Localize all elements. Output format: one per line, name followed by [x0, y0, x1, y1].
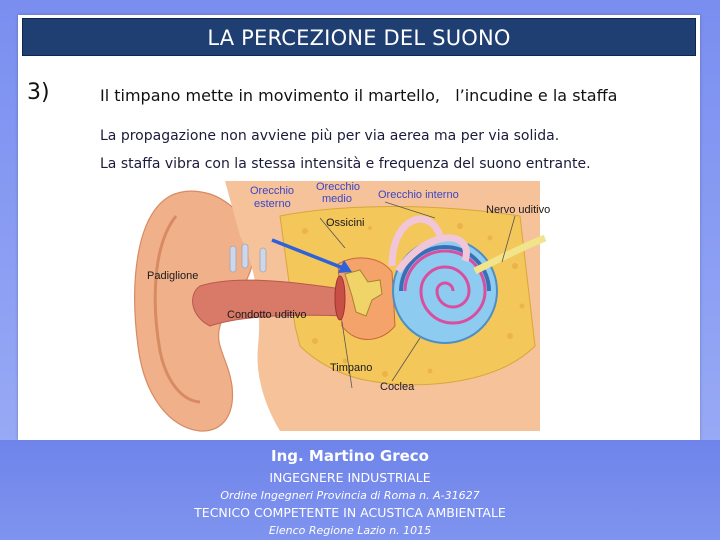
label-eardrum: Timpano [330, 362, 373, 374]
author-role: INGEGNERE INDUSTRIALE [269, 470, 431, 485]
label-middle-ear-1: Orecchio [316, 181, 361, 193]
label-cochlea: Coclea [380, 381, 415, 393]
label-auditory-nerve: Nervo uditivo [486, 204, 550, 216]
label-pinna: Padiglione [147, 270, 199, 282]
author-registration: Ordine Ingegneri Provincia di Roma n. A-31627 [220, 489, 480, 502]
label-ear-canal: Condotto uditivo [227, 309, 307, 321]
eardrum [335, 276, 345, 320]
author-qualification: TECNICO COMPETENTE IN ACUSTICA AMBIENTALE [194, 505, 506, 520]
label-outer-ear-1: Orecchio [250, 185, 295, 197]
label-middle-ear-2: medio [322, 193, 352, 205]
stapes-note: La staffa vibra con la stessa intensità e frequenza del suono entrante. [100, 156, 591, 172]
slide-title: LA PERCEZIONE DEL SUONO [207, 26, 511, 50]
propagation-note: La propagazione non avviene più per via aerea ma per via solida. [100, 128, 560, 144]
main-statement: Il timpano mette in movimento il martello, l’incudine e la staffa [100, 86, 618, 105]
step-number: 3) [27, 80, 50, 105]
label-ossicles: Ossicini [326, 217, 365, 229]
author-name: Ing. Martino Greco [271, 447, 429, 465]
author-register-number: Elenco Regione Lazio n. 1015 [268, 524, 432, 537]
footer-banner [0, 440, 720, 540]
title-bar [22, 18, 696, 56]
label-outer-ear-2: esterno [254, 198, 291, 210]
ear-anatomy-diagram [130, 176, 550, 436]
label-inner-ear: Orecchio interno [378, 189, 459, 201]
